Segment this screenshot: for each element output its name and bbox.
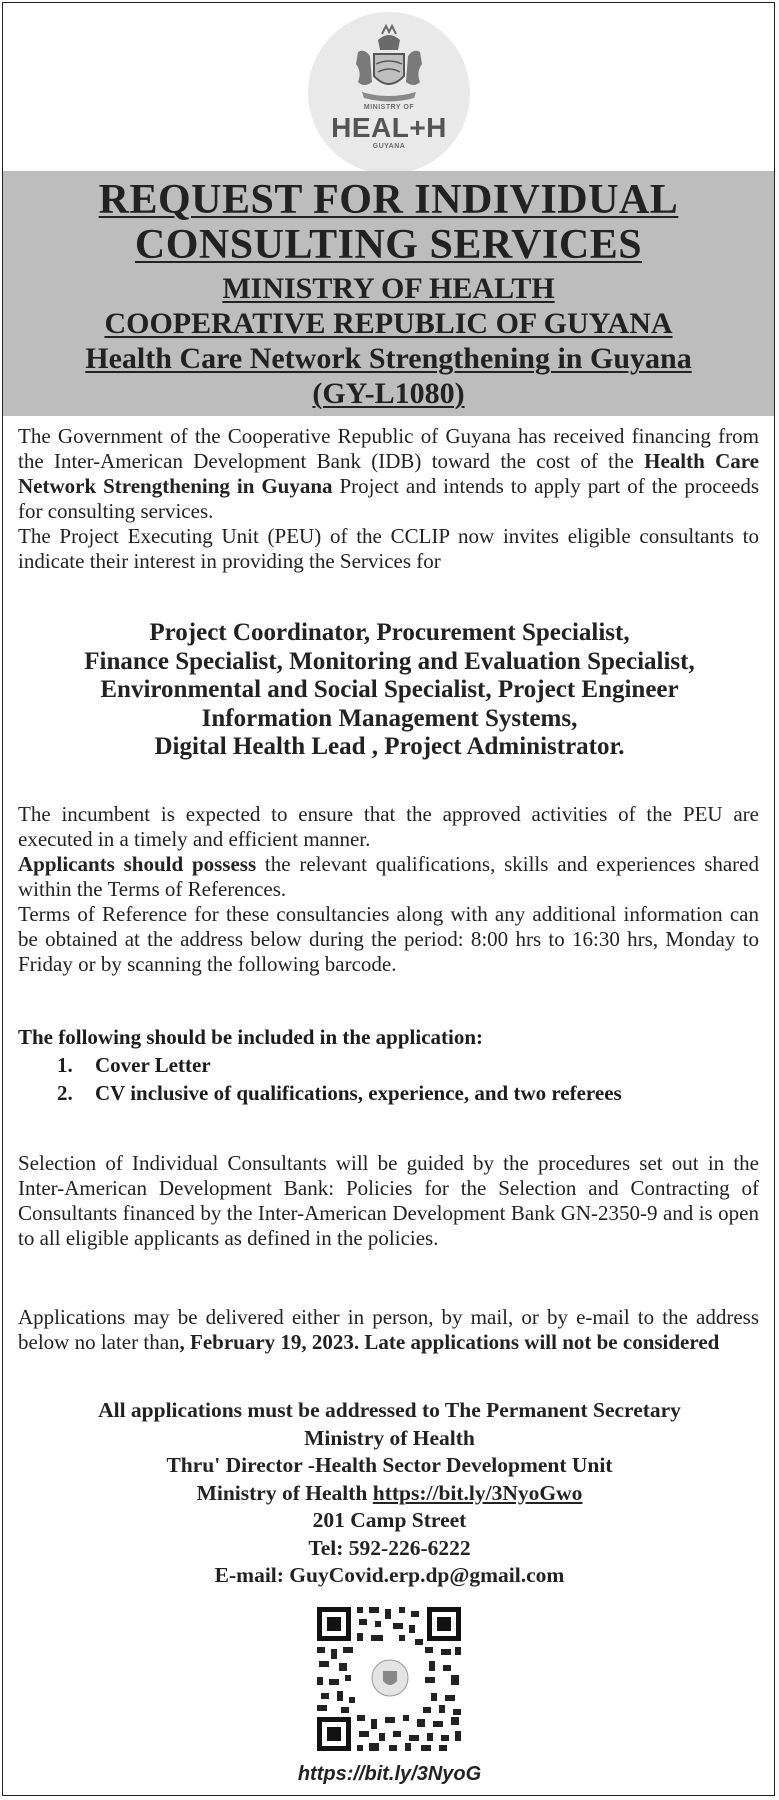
bitly-link[interactable]: https://bit.ly/3NyoGwo [372,1480,583,1505]
list-item-text: Cover Letter [95,1053,211,1077]
qualifications-text: the relevant qualifications, skills and experiences shared within the Terms of References. [18,852,759,901]
selection-paragraph: Selection of Individual Consultants will be guided by the procedures set out in the Inter-American Development Bank: Policies for the Selection and Contracting of Consultants financed by the Inter-American Development Bank GN-2350-9 and is open to all eligible applicants as defined in the policies. [18,1151,759,1250]
project-code: (GY-L1080) [312,377,465,410]
qr-code[interactable] [313,1603,465,1755]
ministry-of-health-logo [308,12,470,174]
incumbent-text: The incumbent is expected to ensure that the approved activities of the PEU are executed in a timely and efficient manner. [18,802,759,851]
deadline-text: , February 19, 2023. Late applications will not be considered [179,1330,720,1354]
address-ministry-label: Ministry of Health [196,1480,373,1505]
address-ministry-link-line [0,1480,779,1508]
logo-guyana-text: GUYANA [372,143,406,150]
terms-of-reference-text: Terms of Reference for these consultancies along with any additional information can be obtained at the address below during the period: 8:00 hrs to 16:30 hrs, Monday to Friday or by scanning the following barcode. [18,902,759,976]
application-list-heading: The following should be included in the application: [18,1025,484,1049]
telephone: Tel: 592-226-6222 [308,1535,471,1560]
list-item [57,1081,622,1106]
address-director: Thru' Director -Health Sector Development Unit [166,1453,613,1477]
delivery-paragraph [18,1305,759,1355]
qr-caption: https://bit.ly/3NyoG [297,1763,482,1785]
peu-invitation-text: The Project Executing Unit (PEU) of the CCLIP now invites eligible consultants to indicate their interest in providing the Services for [18,524,759,573]
list-item [57,1053,211,1078]
position-line: Environmental and Social Specialist, Project Engineer [100,676,679,703]
title-line-1: REQUEST FOR INDIVIDUAL [98,177,679,223]
addressee-line: All applications must be addressed to The Permanent Secretary [98,1398,681,1422]
intro-text: The Government of the Cooperative Republic of Guyana has received financing from the Inter-American Development Bank (IDB) toward the cost of the [18,424,759,473]
qr-code-icon [313,1603,465,1755]
position-line: Digital Health Lead , Project Administrator. [154,733,625,760]
list-number: 2. [57,1081,73,1105]
title-line-2: CONSULTING SERVICES [134,222,643,268]
logo-ministry-text: MINISTRY OF [363,104,415,111]
logo-health-text: HEAL+H [331,112,447,143]
applicants-bold-text: Applicants should possess [18,852,257,876]
intro-paragraph [18,424,759,574]
delivery-text: Applications may be delivered either in person, by mail, or by e-mail to the address below no later than [18,1305,759,1354]
position-line: Information Management Systems, [201,704,578,732]
address-block [0,1397,779,1590]
intro-project-name: Health Care Network Strengthening in Guyana [18,449,760,498]
list-item-text: CV inclusive of qualifications, experience, and two referees [95,1081,622,1105]
intro-text-end: Project and intends to apply part of the proceeds for consulting services. [18,474,759,523]
position-line: Finance Specialist, Monitoring and Evaluation Specialist, [84,647,695,675]
country-heading: COOPERATIVE REPUBLIC OF GUYANA [104,307,673,340]
requirements-paragraph [18,802,759,977]
address-ministry: Ministry of Health [304,1425,475,1450]
list-number: 1. [57,1053,73,1077]
email-address: E-mail: GuyCovid.erp.dp@gmail.com [214,1563,565,1587]
positions-list [0,619,779,762]
position-line: Project Coordinator, Procurement Specialist, [149,619,630,646]
title-banner [3,171,774,416]
street-address: 201 Camp Street [312,1508,467,1532]
ministry-heading: MINISTRY OF HEALTH [222,272,555,305]
project-heading: Health Care Network Strengthening in Guyana [85,342,692,375]
